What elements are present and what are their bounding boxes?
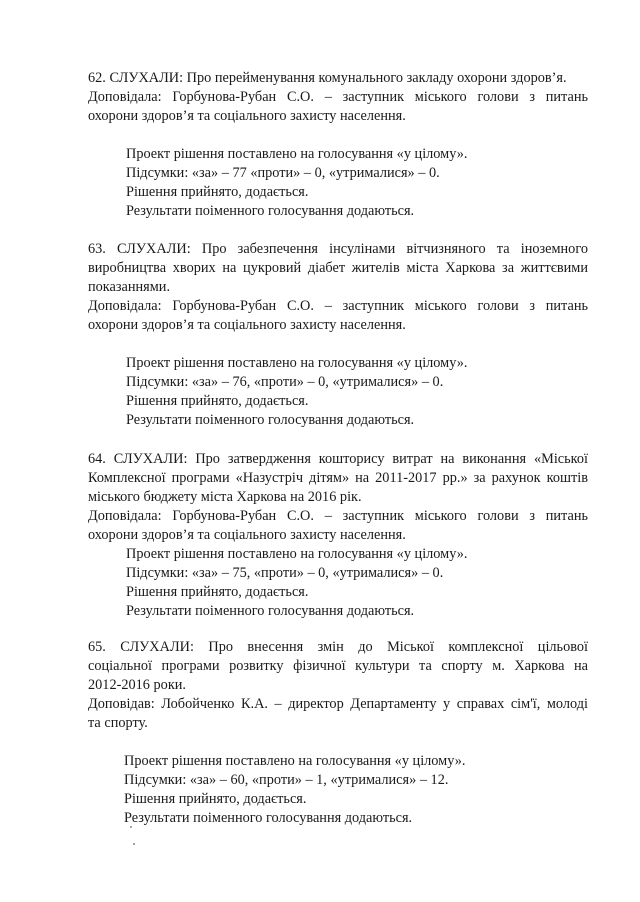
vote-results: Підсумки: «за» – 77 «проти» – 0, «утрималися» – 0. — [126, 165, 440, 181]
scan-speck — [130, 826, 132, 828]
item-title: 63. СЛУХАЛИ: Про забезпечення інсулінами вітчизняного та іноземного — [88, 241, 588, 257]
item-title: показаннями. — [88, 279, 171, 295]
item-title: 64. СЛУХАЛИ: Про затвердження кошторису витрат на виконання «Міської — [88, 451, 588, 467]
agenda-item-63 — [88, 240, 588, 430]
speaker-line: Доповідав: Лобойченко К.А. – директор Департаменту у справах сім'ї, молоді — [88, 696, 588, 712]
decision-line: Рішення прийнято, додається. — [126, 393, 309, 409]
vote-put-line: Проект рішення поставлено на голосування «у цілому». — [126, 546, 468, 562]
item-title: 2012-2016 роки. — [88, 677, 186, 693]
speaker-line: та спорту. — [88, 715, 148, 731]
agenda-item-64 — [88, 450, 588, 621]
vote-results: Підсумки: «за» – 76, «проти» – 0, «утрималися» – 0. — [126, 374, 444, 390]
agenda-item-65 — [88, 638, 588, 828]
roll-call-line: Результати поіменного голосування додаються. — [126, 412, 415, 428]
vote-put-line: Проект рішення поставлено на голосування «у цілому». — [124, 753, 466, 769]
item-title: соціальної програми розвитку фізичної культури та спорту м. Харкова на — [88, 658, 588, 674]
roll-call-line: Результати поіменного голосування додаються. — [126, 203, 415, 219]
item-title: виробництва хворих на цукровий діабет жителів міста Харкова за життєвими — [88, 260, 588, 276]
item-title: 65. СЛУХАЛИ: Про внесення змін до Міської комплексної цільової — [88, 639, 588, 655]
speaker-line: Доповідала: Горбунова-Рубан С.О. – заступник міського голови з питань — [88, 298, 588, 314]
speaker-line: Доповідала: Горбунова-Рубан С.О. – заступник міського голови з питань — [88, 508, 588, 524]
decision-line: Рішення прийнято, додається. — [126, 184, 309, 200]
vote-put-line: Проект рішення поставлено на голосування «у цілому». — [126, 146, 468, 162]
speaker-line: охорони здоров’я та соціального захисту населення. — [88, 527, 406, 543]
speaker-line: охорони здоров’я та соціального захисту населення. — [88, 317, 406, 333]
scan-speck — [133, 843, 135, 845]
vote-results: Підсумки: «за» – 60, «проти» – 1, «утрималися» – 12. — [124, 772, 449, 788]
vote-put-line: Проект рішення поставлено на голосування «у цілому». — [126, 355, 468, 371]
roll-call-line: Результати поіменного голосування додаються. — [126, 603, 415, 619]
item-title: Комплексної програми «Назустріч дітям» на 2011-2017 рр.» за рахунок коштів — [88, 470, 588, 486]
speaker-line: охорони здоров’я та соціального захисту населення. — [88, 108, 406, 124]
item-title: міського бюджету міста Харкова на 2016 рік. — [88, 489, 362, 505]
decision-line: Рішення прийнято, додається. — [126, 584, 309, 600]
roll-call-line: Результати поіменного голосування додаються. — [124, 810, 413, 826]
vote-results: Підсумки: «за» – 75, «проти» – 0, «утрималися» – 0. — [126, 565, 444, 581]
agenda-item-62 — [88, 69, 588, 221]
speaker-line: Доповідала: Горбунова-Рубан С.О. – заступник міського голови з питань — [88, 89, 588, 105]
decision-line: Рішення прийнято, додається. — [124, 791, 307, 807]
item-title: 62. СЛУХАЛИ: Про перейменування комунального закладу охорони здоров’я. — [88, 70, 567, 86]
